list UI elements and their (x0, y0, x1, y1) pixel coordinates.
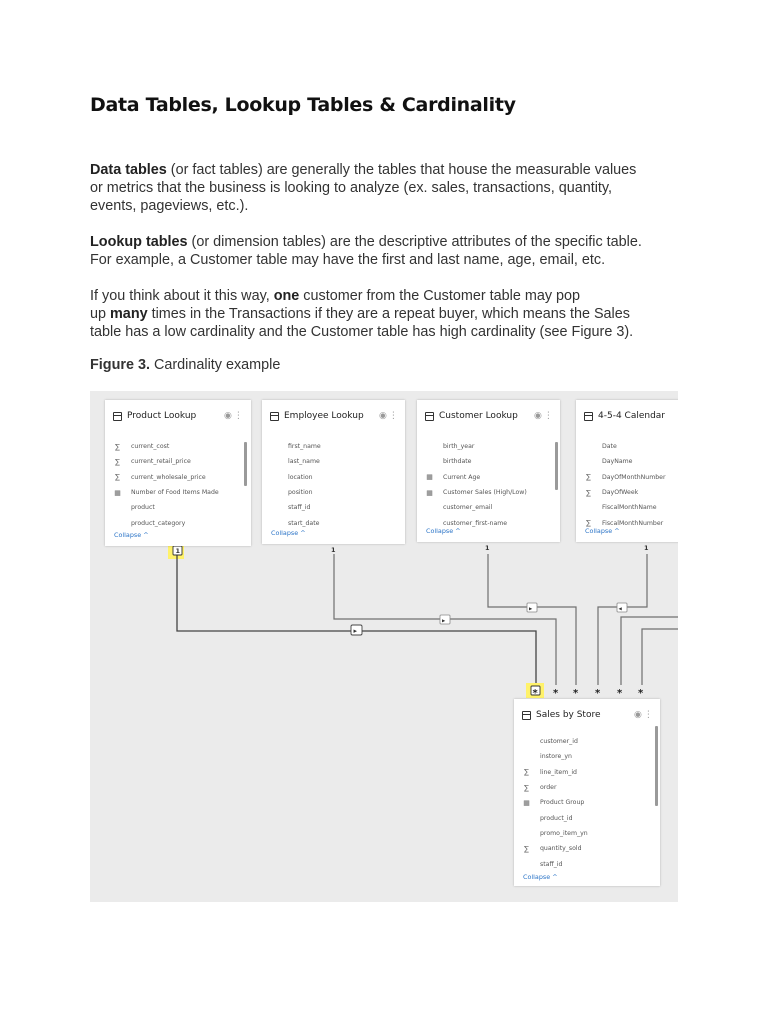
field-row[interactable] (582, 454, 666, 469)
field-name: current_retail_price (131, 458, 191, 466)
field-name: order (540, 784, 557, 792)
field-row[interactable] (111, 454, 219, 469)
visibility-icon[interactable]: ◉ (379, 411, 389, 421)
arrow-glyph: ▸ (442, 616, 446, 625)
field-row[interactable] (423, 485, 527, 500)
more-icon[interactable]: ⋮ (388, 411, 400, 421)
para-text: events, pageviews, etc.). (90, 198, 249, 214)
card-tools (534, 411, 555, 421)
para-text: up (90, 306, 111, 322)
field-row[interactable] (520, 734, 588, 749)
sigma-icon: ∑ (115, 473, 120, 482)
arrow-glyph: ▸ (353, 627, 358, 635)
table-card-calendar[interactable] (576, 400, 678, 542)
relationship-offscreen-2[interactable] (642, 629, 678, 685)
cardinality-many-label: * (553, 688, 559, 699)
collapse-link[interactable]: Collapse ^ (426, 527, 461, 535)
relationship-offscreen-1[interactable] (621, 617, 678, 685)
field-name: FiscalMonthName (602, 504, 657, 512)
term-lookup-tables: Lookup tables (90, 234, 188, 250)
collapse-link[interactable]: Collapse ^ (271, 529, 306, 537)
card-header (425, 411, 518, 421)
field-row[interactable] (111, 485, 219, 500)
field-name: first_name (288, 443, 321, 451)
field-row[interactable] (520, 826, 588, 841)
field-list (582, 439, 666, 531)
card-tools (379, 411, 400, 421)
field-name: FiscalMonthNumber (602, 519, 664, 527)
sigma-icon: ∑ (524, 783, 529, 792)
cardinality-one-label: 1 (644, 544, 649, 552)
paragraph-cardinality (90, 287, 690, 341)
para-text: times in the Transactions if they are a repeat buyer, which means the Sales (147, 306, 630, 322)
card-header (522, 710, 601, 720)
card-header (113, 411, 196, 421)
visibility-icon[interactable]: ◉ (534, 411, 544, 421)
paragraph-lookup-tables (90, 233, 690, 269)
field-name: quantity_sold (540, 845, 582, 853)
field-name: DayOfWeek (602, 489, 639, 497)
scrollbar[interactable] (555, 442, 558, 490)
field-name: birth_year (443, 443, 475, 451)
cardinality-one-label: 1 (175, 547, 181, 555)
field-name: position (288, 489, 313, 497)
field-name: product (131, 504, 155, 512)
calc-column-icon: ▦ (426, 473, 433, 482)
field-row[interactable] (423, 454, 527, 469)
field-name: DayOfMonthNumber (602, 473, 666, 481)
page-title: Data Tables, Lookup Tables & Cardinality (90, 94, 516, 116)
cardinality-many-label: * (638, 688, 644, 699)
field-row[interactable] (268, 485, 321, 500)
field-name: staff_id (288, 504, 311, 512)
table-card-employee-lookup[interactable] (262, 400, 405, 544)
field-row[interactable] (111, 470, 219, 485)
collapse-link[interactable]: Collapse ^ (523, 873, 558, 881)
para-text: If you think about it this way, (90, 288, 274, 304)
table-name: Sales by Store (536, 710, 601, 720)
field-row[interactable] (111, 515, 219, 530)
scrollbar[interactable] (655, 726, 658, 806)
field-row[interactable] (520, 765, 588, 780)
para-text: (or fact tables) are generally the tables that house the measurable values (166, 162, 637, 178)
table-card-customer-lookup[interactable] (417, 400, 560, 542)
field-name: start_date (288, 519, 320, 527)
paragraph-data-tables (90, 161, 690, 215)
calc-column-icon: ▦ (426, 488, 433, 497)
field-name: Date (602, 443, 617, 451)
card-tools (224, 411, 245, 421)
para-text: customer from the Customer table may pop (299, 288, 581, 304)
field-row[interactable] (582, 500, 666, 515)
collapse-link[interactable]: Collapse ^ (114, 531, 149, 539)
visibility-icon[interactable]: ◉ (634, 710, 644, 720)
more-icon[interactable]: ⋮ (233, 411, 245, 421)
sigma-icon: ∑ (586, 519, 591, 528)
field-name: product_category (131, 519, 186, 527)
card-header (584, 411, 665, 421)
field-name: promo_item_yn (540, 829, 588, 837)
model-diagram (90, 391, 678, 902)
table-card-sales-by-store[interactable] (514, 699, 660, 886)
emphasis-many: many (110, 306, 148, 322)
field-row[interactable] (520, 749, 588, 764)
table-icon (113, 412, 122, 421)
table-name: 4-5-4 Calendar (598, 411, 666, 421)
field-list (111, 439, 219, 531)
field-name: Customer Sales (High/Low) (443, 489, 527, 497)
cardinality-many-label: * (617, 688, 623, 699)
field-name: customer_id (540, 738, 578, 746)
table-name: Product Lookup (127, 411, 197, 421)
more-icon[interactable]: ⋮ (543, 411, 555, 421)
figure-label: Figure 3. (90, 357, 150, 373)
para-text: table has a low cardinality and the Customer table has high cardinality (see Figure 3). (90, 324, 634, 340)
field-row[interactable] (520, 810, 588, 825)
field-name: Number of Food Items Made (131, 489, 219, 497)
field-row[interactable] (582, 485, 666, 500)
field-row[interactable] (520, 841, 588, 856)
arrow-glyph: ▸ (529, 604, 533, 613)
field-row[interactable] (423, 470, 527, 485)
scrollbar[interactable] (244, 442, 247, 486)
field-row[interactable] (423, 500, 527, 515)
cardinality-many-label: * (595, 688, 601, 699)
relationship-calendar-sales[interactable] (598, 554, 647, 685)
sigma-icon: ∑ (524, 768, 529, 777)
field-name: instore_yn (540, 753, 572, 761)
field-row[interactable] (268, 454, 321, 469)
sigma-icon: ∑ (586, 488, 591, 497)
table-card-product-lookup[interactable] (105, 400, 251, 546)
field-name: customer_first-name (443, 519, 508, 527)
sigma-icon: ∑ (115, 457, 120, 466)
cardinality-one-label: 1 (485, 544, 490, 552)
card-tools (634, 710, 655, 720)
field-row[interactable] (582, 470, 666, 485)
term-data-tables: Data tables (90, 162, 167, 178)
field-name: birthdate (443, 458, 472, 466)
field-row[interactable] (111, 439, 219, 454)
figure-caption (90, 357, 280, 373)
cardinality-one-label: 1 (331, 546, 336, 554)
field-list (520, 734, 588, 872)
sigma-icon: ∑ (524, 844, 529, 853)
field-row[interactable] (520, 856, 588, 871)
card-header (270, 411, 364, 421)
field-list (423, 439, 527, 531)
field-name: current_wholesale_price (131, 473, 206, 481)
field-name: DayName (602, 458, 633, 466)
calc-column-icon: ▦ (523, 798, 530, 807)
cardinality-many-label: * (573, 688, 579, 699)
calc-column-icon: ▦ (114, 488, 121, 497)
figure-caption-text: Cardinality example (149, 357, 281, 373)
emphasis-one: one (273, 288, 300, 304)
arrow-glyph: ◂ (618, 604, 622, 613)
field-row[interactable] (423, 439, 527, 454)
para-text: (or dimension tables) are the descriptive attributes of the specific table. (187, 234, 642, 250)
collapse-link[interactable]: Collapse ^ (585, 527, 620, 535)
field-name: current_cost (131, 443, 170, 451)
field-row[interactable] (268, 500, 321, 515)
sigma-icon: ∑ (115, 442, 120, 451)
table-name: Employee Lookup (284, 411, 364, 421)
table-icon (270, 412, 279, 421)
field-row[interactable] (582, 439, 666, 454)
table-icon (522, 711, 531, 720)
field-name: Current Age (443, 473, 481, 481)
field-list (268, 439, 321, 531)
field-row[interactable] (520, 780, 588, 795)
table-name: Customer Lookup (439, 411, 518, 421)
visibility-icon[interactable]: ◉ (224, 411, 234, 421)
field-row[interactable] (111, 500, 219, 515)
table-icon (584, 412, 593, 421)
para-text: For example, a Customer table may have the first and last name, age, email, etc. (90, 252, 606, 268)
field-row[interactable] (268, 439, 321, 454)
field-name: staff_id (540, 860, 563, 868)
field-name: line_item_id (540, 768, 577, 776)
field-name: product_id (540, 814, 573, 822)
table-icon (425, 412, 434, 421)
field-name: last_name (288, 458, 320, 466)
field-name: customer_email (443, 504, 493, 512)
cardinality-many-label: * (532, 688, 538, 699)
sigma-icon: ∑ (586, 473, 591, 482)
field-row[interactable] (520, 795, 588, 810)
field-name: location (288, 473, 313, 481)
field-name: Product Group (540, 799, 585, 807)
more-icon[interactable]: ⋮ (643, 710, 655, 720)
para-text: or metrics that the business is looking to analyze (ex. sales, transactions, quantity, (90, 180, 613, 196)
field-row[interactable] (268, 470, 321, 485)
